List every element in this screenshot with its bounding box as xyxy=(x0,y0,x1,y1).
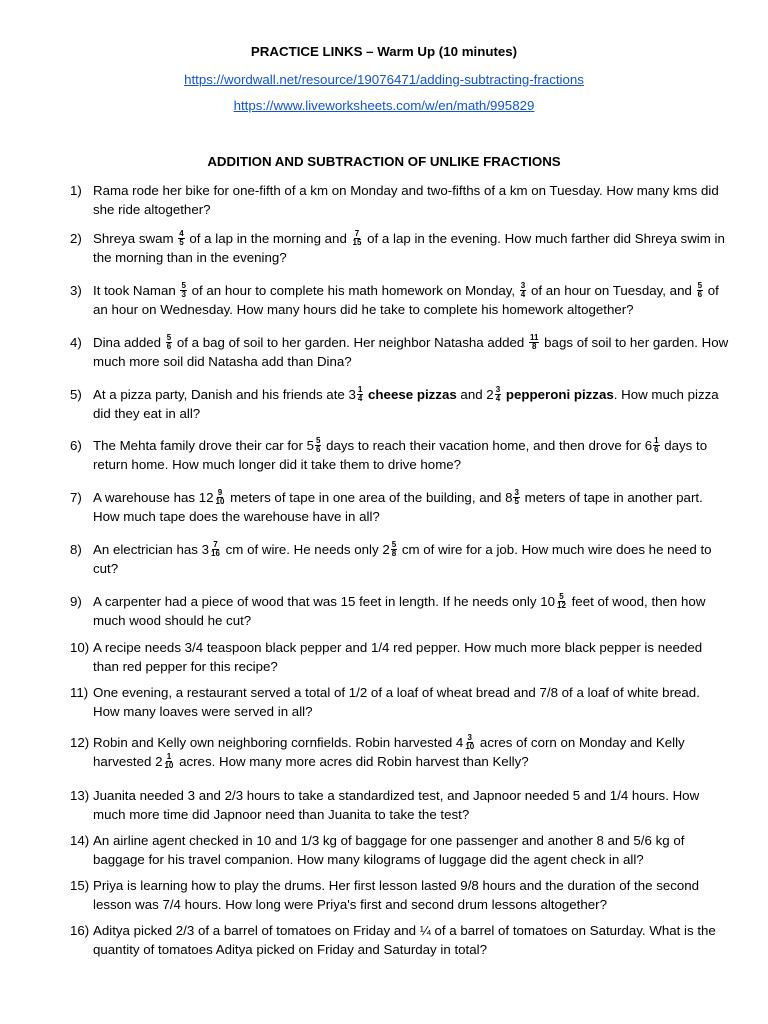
fraction: $\frac{1}{6}$ xyxy=(654,435,659,454)
question-text: An airline agent checked in 10 and 1/3 kg of baggage for one passenger and another 8 and 5/6 kg of baggage for his travel companion. How many kilograms of luggage did the agent check in all? xyxy=(93,833,685,867)
question-11 xyxy=(70,683,730,721)
fraction: $\frac{5}{12}$ xyxy=(557,591,566,610)
question-text: Robin and Kelly own neighboring cornfields. Robin harvested 4 $\frac{3}{10}$ acres of corn on Monday and Kelly harvested 2 $\frac{1}{10}$ acres. How many more acres did Robin harvest than Kelly? xyxy=(93,732,685,770)
question-number: 5) xyxy=(70,387,82,402)
question-number: 11) xyxy=(70,685,89,700)
question-16 xyxy=(70,921,730,959)
fraction: $\frac{3}{5}$ xyxy=(514,487,519,506)
question-text: Juanita needed 3 and 2/3 hours to take a standardized test, and Japnoor needed 5 and 1/4 hours. How much more time did Japnoor need than Juanita to take the test? xyxy=(93,788,700,822)
fraction: $\frac{5}{6}$ xyxy=(166,332,172,351)
question-12 xyxy=(70,733,730,771)
question-number: 9) xyxy=(70,594,82,609)
question-text: At a pizza party, Danish and his friends ate 3 $\frac{1}{4}$ cheese pizzas and 2 $\frac{3}{4}$ pepperoni pizzas. How much pizza did they eat in all? xyxy=(93,384,719,421)
fraction: $\frac{9}{10}$ xyxy=(215,487,225,506)
question-number: 10) xyxy=(70,640,90,655)
question-5 xyxy=(70,385,730,423)
fraction: $\frac{5}{3}$ xyxy=(181,280,186,299)
fraction: $\frac{1}{10}$ xyxy=(164,751,174,770)
section-title: ADDITION AND SUBTRACTION OF UNLIKE FRACTIONS xyxy=(207,154,561,169)
question-text: Aditya picked 2/3 of a barrel of tomatoes on Friday and ¼ of a barrel of tomatoes on Saturday. What is the quantity of tomatoes Aditya picked on Friday and Saturday in total? xyxy=(93,923,716,957)
question-number: 4) xyxy=(70,335,82,350)
fraction: $\frac{5}{8}$ xyxy=(391,539,397,558)
question-text: A carpenter had a piece of wood that was 15 feet in length. If he needs only 10 $\frac{5}{12}$ feet of wood, then how much wood should he cut? xyxy=(93,591,706,628)
liveworksheets-link[interactable]: https://www.liveworksheets.com/w/en/math/995829 xyxy=(233,98,535,113)
fraction: $\frac{1}{4}$ xyxy=(357,384,363,403)
question-number: 16) xyxy=(70,923,90,938)
question-text: Shreya swam $\frac{4}{5}$ of a lap in the morning and $\frac{7}{15}$ of a lap in the evening. How much farther did Shreya swim in the morning than in the evening? xyxy=(93,228,725,265)
question-text: A warehouse has 12 $\frac{9}{10}$ meters of tape in one area of the building, and 8 $\frac{3}{5}$ meters of tape in another part. How much tape does the warehouse have in all? xyxy=(93,487,703,524)
question-2 xyxy=(70,229,730,267)
fraction: $\frac{3}{4}$ xyxy=(520,280,526,299)
fraction: $\frac{7}{15}$ xyxy=(352,228,362,247)
question-14 xyxy=(70,831,730,869)
question-text: A recipe needs 3/4 teaspoon black pepper and 1/4 red pepper. How much more black pepper is needed than red pepper for this recipe? xyxy=(93,640,703,674)
question-number: 8) xyxy=(70,542,82,557)
question-6 xyxy=(70,436,730,474)
question-text: The Mehta family drove their car for 5 $\frac{5}{6}$ days to reach their vacation home, and then drove for 6 $\frac{1}{6}$ days to return home. How much longer did it take them to drive home? xyxy=(93,435,708,472)
question-text: An electrician has 3 $\frac{7}{16}$ cm of wire. He needs only 2 $\frac{5}{8}$ cm of wire for a job. How much wire does he need to cut? xyxy=(93,539,712,576)
question-number: 2) xyxy=(70,231,82,246)
question-8 xyxy=(70,540,730,578)
question-text: It took Naman $\frac{5}{3}$ of an hour to complete his math homework on Monday, $\frac{3}{4}$ of an hour on Tuesday, and $\frac{5}{6}$ of an hour on Wednesday. How many hours did he take to complete his homework altogether? xyxy=(93,280,719,317)
question-10 xyxy=(70,638,730,676)
question-number: 1) xyxy=(70,183,82,198)
wordwall-link[interactable]: https://wordwall.net/resource/19076471/adding-subtracting-fractions xyxy=(184,72,584,87)
question-text: Rama rode her bike for one-fifth of a km on Monday and two-fifths of a km on Tuesday. How many kms did she ride altogether? xyxy=(93,183,719,217)
question-number: 13) xyxy=(70,788,90,803)
fraction: $\frac{5}{6}$ xyxy=(315,435,321,454)
question-4 xyxy=(70,333,730,371)
fraction: $\frac{3}{4}$ xyxy=(495,384,501,403)
fraction: $\frac{5}{6}$ xyxy=(697,280,703,299)
question-1 xyxy=(70,181,730,219)
question-number: 3) xyxy=(70,283,82,298)
question-text: One evening, a restaurant served a total of 1/2 of a loaf of wheat bread and 7/8 of a loaf of white bread. How many loaves were served in all? xyxy=(93,685,700,719)
question-number: 15) xyxy=(70,878,90,893)
page-title: PRACTICE LINKS – Warm Up (10 minutes) xyxy=(250,44,518,59)
question-7 xyxy=(70,488,730,526)
question-text: Dina added $\frac{5}{6}$ of a bag of soil to her garden. Her neighbor Natasha added $\frac{11}{8}$ bags of soil to her garden. How much more soil did Natasha add than Dina? xyxy=(93,332,729,369)
fraction: $\frac{3}{10}$ xyxy=(465,732,475,751)
fraction: $\frac{7}{16}$ xyxy=(211,539,220,558)
question-number: 7) xyxy=(70,490,82,505)
question-number: 12) xyxy=(70,735,90,750)
question-number: 14) xyxy=(70,833,90,848)
question-text: Priya is learning how to play the drums. Her first lesson lasted 9/8 hours and the duration of the second lesson was 7/4 hours. How long were Priya's first and second drum lessons altogether? xyxy=(93,878,700,912)
question-15 xyxy=(70,876,730,914)
question-number: 6) xyxy=(70,438,82,453)
fraction: $\frac{11}{8}$ xyxy=(530,332,539,351)
fraction: $\frac{4}{5}$ xyxy=(179,228,184,247)
question-9 xyxy=(70,592,730,630)
question-13 xyxy=(70,786,730,824)
question-3 xyxy=(70,281,730,319)
